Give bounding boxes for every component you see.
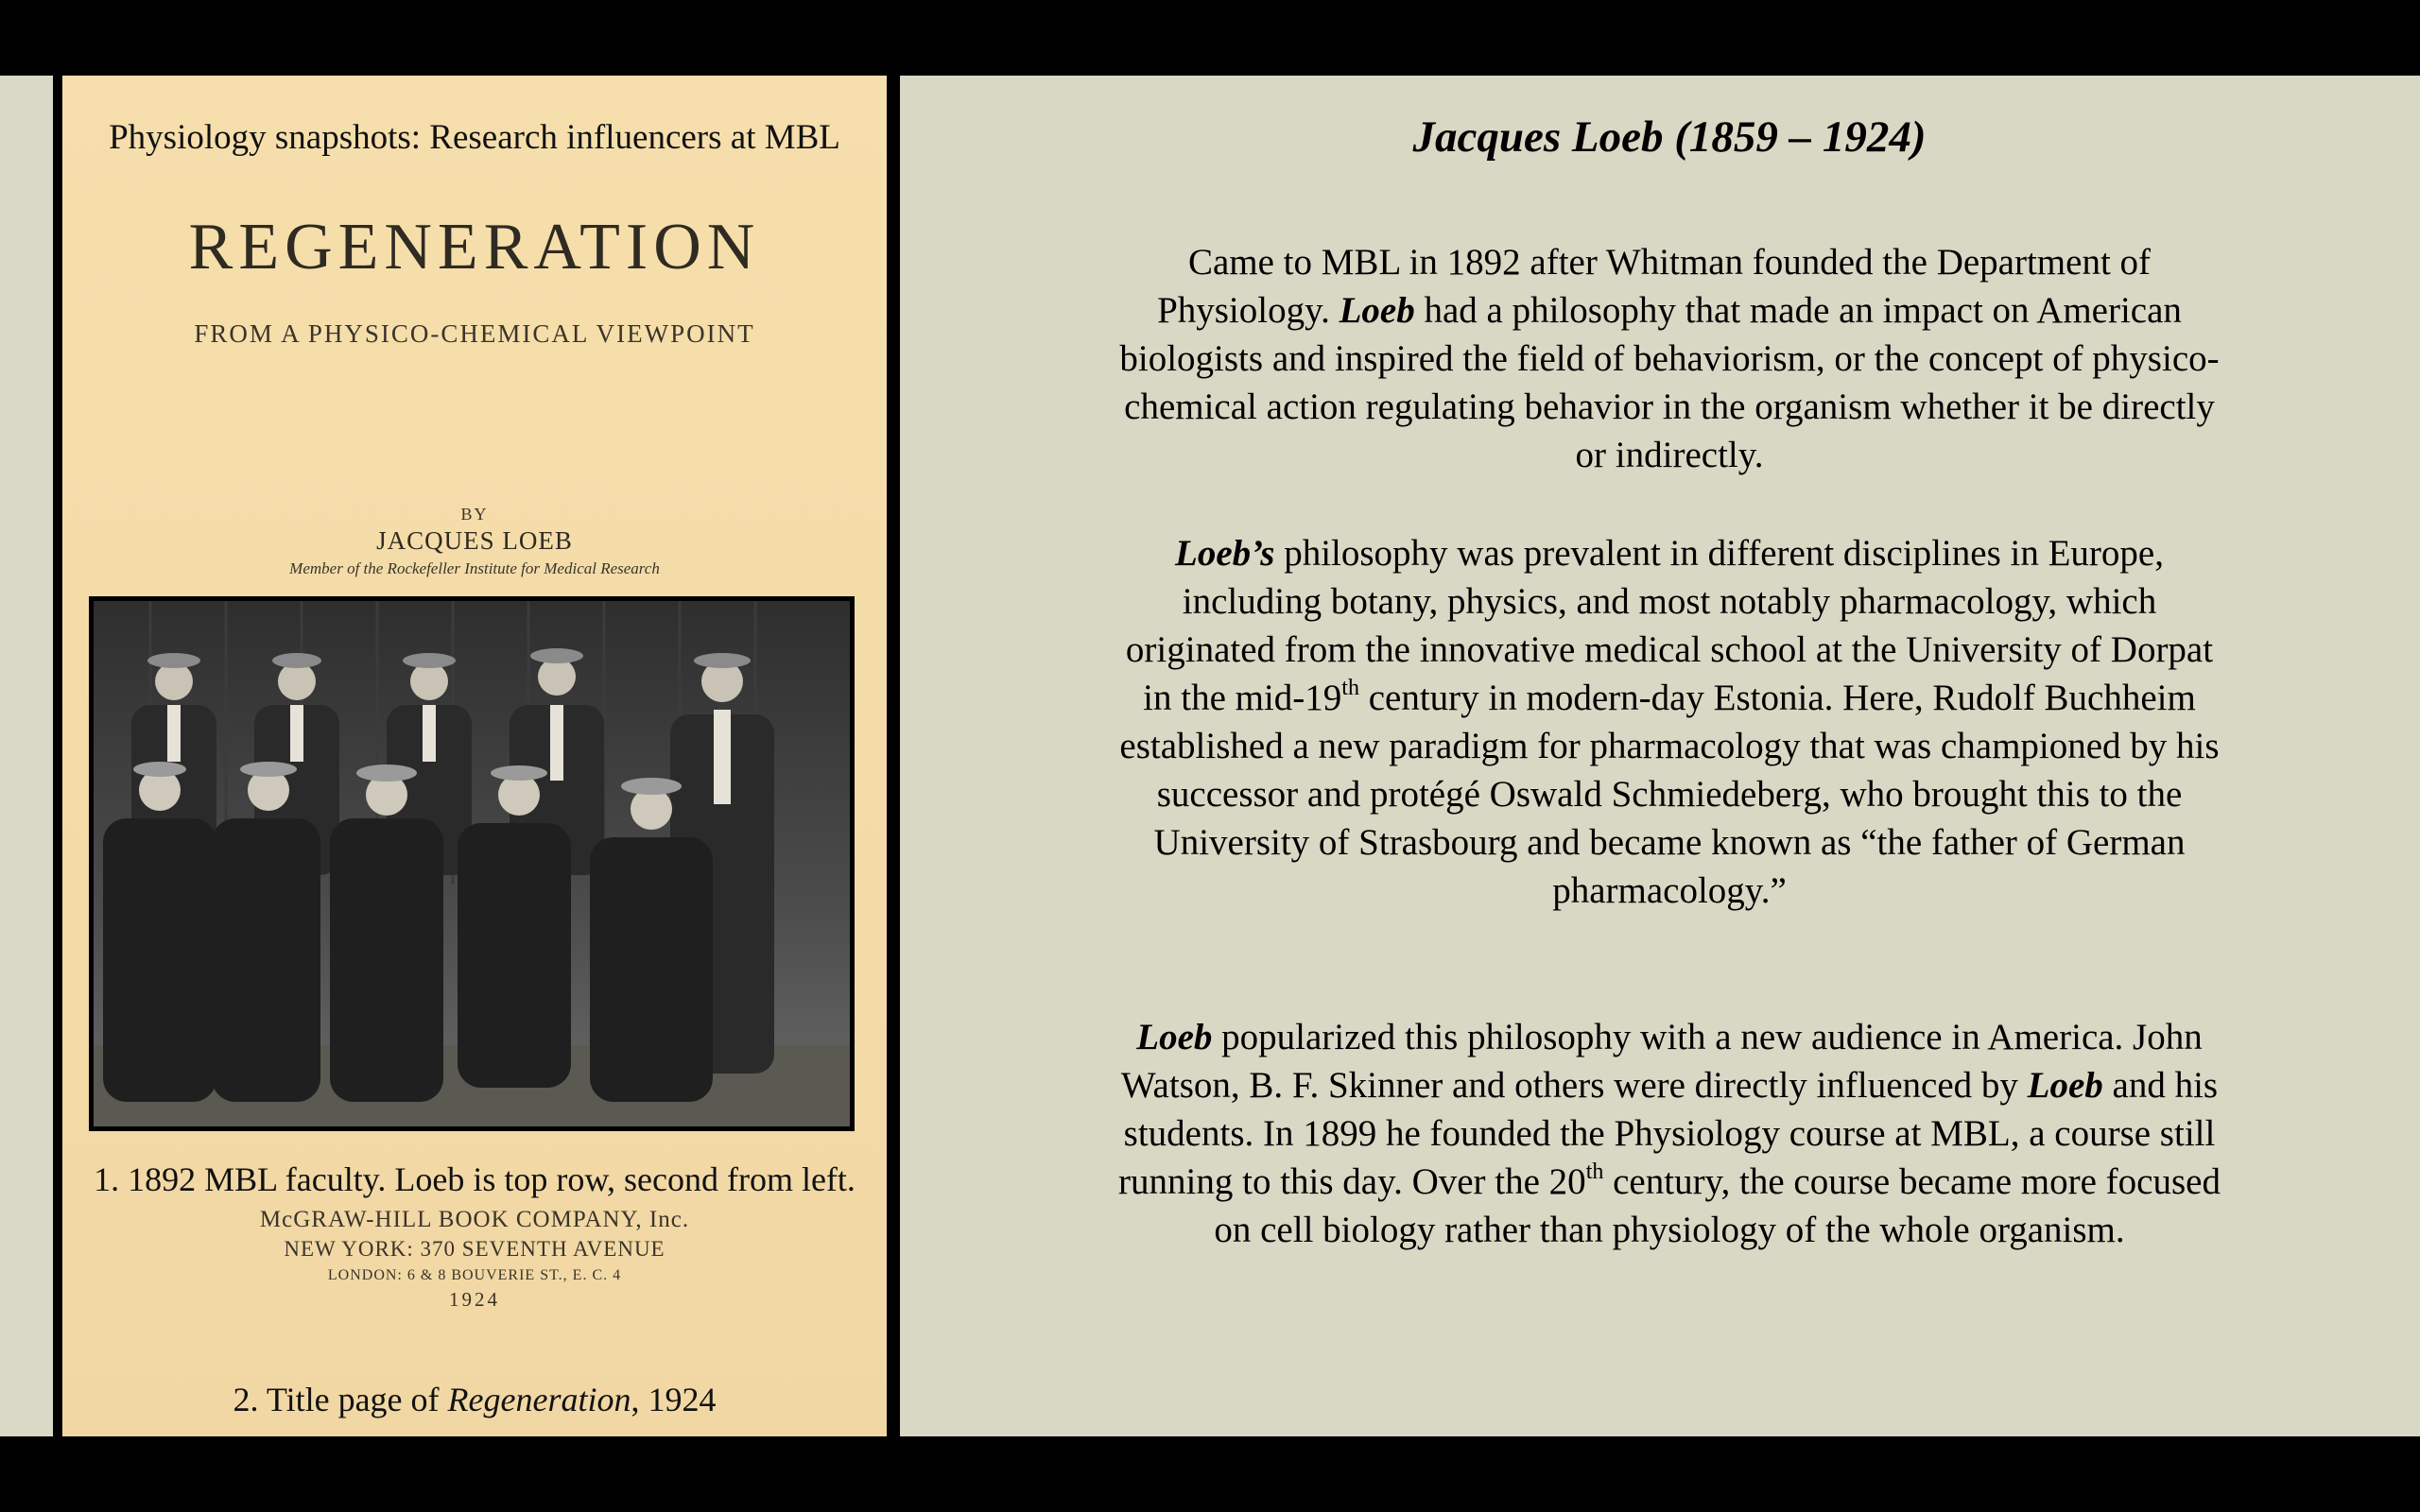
page-title: Jacques Loeb (1859 – 1924) bbox=[1412, 112, 1927, 162]
p3-loeb: Loeb bbox=[1136, 1017, 1213, 1057]
paragraph-1 bbox=[1115, 238, 2223, 479]
caption2-suffix: , 1924 bbox=[631, 1381, 717, 1418]
faculty-photo-image bbox=[94, 601, 850, 1126]
p3-superscript: th bbox=[1585, 1160, 1604, 1184]
book-author: JACQUES LOEB bbox=[376, 526, 573, 555]
left-margin-strip bbox=[0, 76, 53, 1436]
book-title: REGENERATION bbox=[188, 211, 761, 284]
slide bbox=[0, 76, 2420, 1436]
paragraph-2 bbox=[1115, 529, 2223, 915]
p1-loeb: Loeb bbox=[1339, 290, 1415, 331]
p2-loeb: Loeb’s bbox=[1175, 533, 1275, 574]
caption2-prefix: 2. Title page of bbox=[233, 1381, 448, 1418]
title-page-paper bbox=[62, 76, 887, 1436]
p3-text-d: and his students. In 1899 he founded the Physiology course at MBL, a course still running to this day. Over the 20 bbox=[1118, 1065, 2219, 1202]
photo-caption: 1. 1892 MBL faculty. Loeb is top row, second from left. bbox=[94, 1160, 856, 1198]
p2-superscript: th bbox=[1341, 676, 1359, 700]
publisher-address: NEW YORK: 370 SEVENTH AVENUE bbox=[284, 1237, 666, 1261]
p3-text-b: popularized this philosophy with a new audience in America. John Watson, B. F. Skinner and others were directly influenced by bbox=[1120, 1017, 2203, 1106]
publication-year: 1924 bbox=[449, 1288, 500, 1311]
faculty-photo bbox=[89, 596, 855, 1131]
p3-text-e: century, the course became more focused on cell biology rather than physiology of the whole organism. bbox=[1214, 1161, 2221, 1250]
p2-text-c: century in modern-day Estonia. Here, Rudolf Buchheim established a new paradigm for pharmacology that was championed by his successor and protégé Oswald Schmiedeberg, who brought this to the University of Strasbourg and became known as “the father of German pharmacology.” bbox=[1119, 678, 2220, 911]
paragraph-3 bbox=[1115, 1013, 2223, 1254]
title-page-caption bbox=[62, 1380, 887, 1419]
p2-text-b: philosophy was prevalent in different disciplines in Europe, including botany, physics, and most notably pharmacology, which originated from the innovative medical school at the University of Dorpat in the mid-19 bbox=[1125, 533, 2214, 718]
caption2-title: Regeneration bbox=[447, 1381, 631, 1418]
by-label: BY bbox=[460, 505, 489, 524]
snapshot-title: Physiology snapshots: Research influencers at MBL bbox=[109, 118, 840, 157]
p1-text-c: had a philosophy that made an impact on American biologists and inspired the field of behaviorism, or the concept of physico-chemical action regulating behavior in the organism whether it be directly or indirectly. bbox=[1119, 290, 2220, 475]
title-page-panel bbox=[53, 76, 900, 1436]
book-subtitle: FROM A PHYSICO-CHEMICAL VIEWPOINT bbox=[194, 319, 755, 348]
publisher-london: LONDON: 6 & 8 BOUVERIE ST., E. C. 4 bbox=[327, 1267, 622, 1283]
p1-text-a: Came to MBL in 1892 after Whitman founded the Department of Physiology. bbox=[1157, 242, 2152, 331]
publisher-name: McGRAW-HILL BOOK COMPANY, Inc. bbox=[259, 1207, 690, 1232]
p3-loeb-2: Loeb bbox=[2027, 1065, 2103, 1106]
author-affiliation: Member of the Rockefeller Institute for Medical Research bbox=[289, 559, 660, 577]
